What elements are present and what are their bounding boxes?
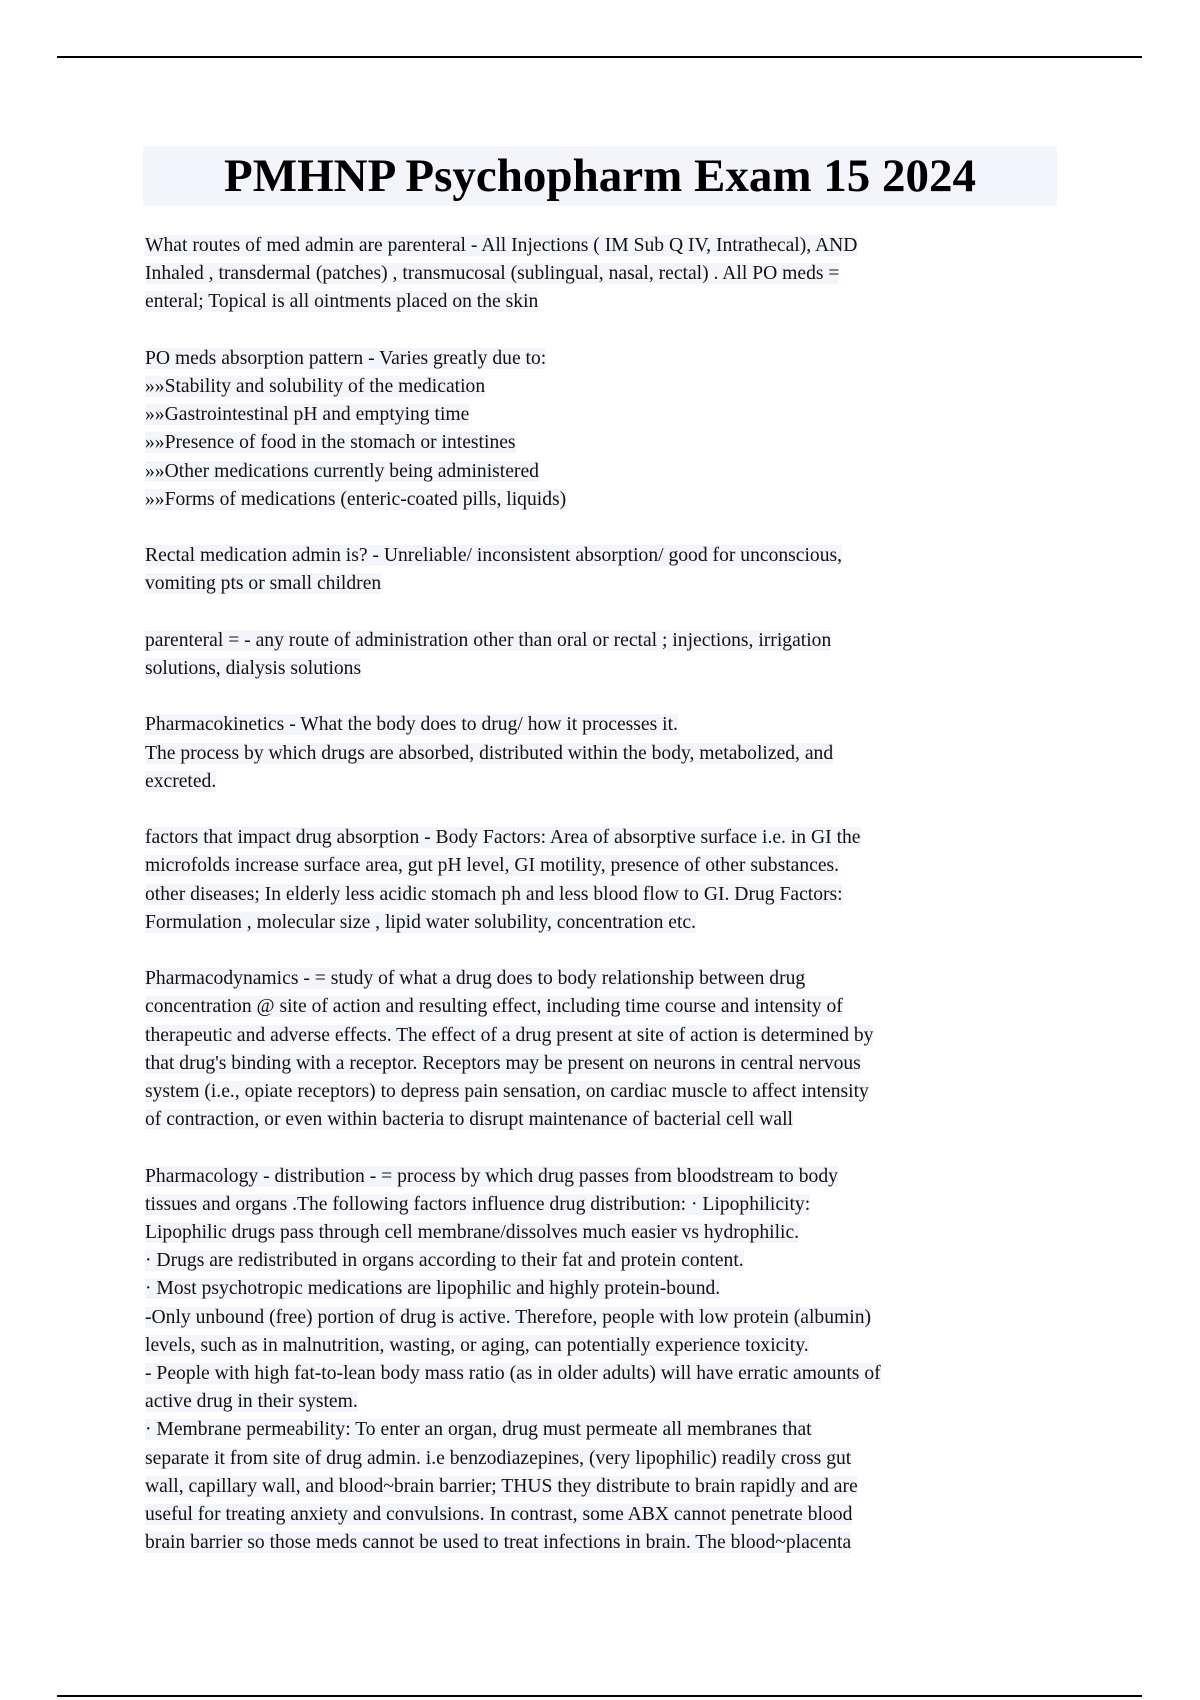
- text-line-content: excreted.: [145, 770, 217, 792]
- text-line-content: wall, capillary wall, and blood~brain barrier; THUS they distribute to brain rapidly and are: [145, 1475, 858, 1497]
- text-line: [145, 1304, 1065, 1332]
- text-line-content: levels, such as in malnutrition, wasting, or aging, can potentially experience toxicity.: [145, 1334, 809, 1356]
- text-line-content: Pharmacology - distribution - = process by which drug passes from bloodstream to body: [145, 1165, 838, 1187]
- text-line: [145, 429, 1065, 457]
- text-line-content: Lipophilic drugs pass through cell membrane/dissolves much easier vs hydrophilic.: [145, 1222, 800, 1243]
- text-line: [145, 570, 1065, 598]
- text-line-content: separate it from site of drug admin. i.e benzodiazepines, (very lipophilic) readily cross gut: [145, 1447, 852, 1469]
- text-line-content: parenteral = - any route of administration other than oral or rectal ; injections, irrigation: [145, 629, 832, 651]
- text-line-content: »»Stability and solubility of the medication: [145, 376, 486, 397]
- paragraph: [145, 542, 1065, 598]
- text-line-content: brain barrier so those meds cannot be used to treat infections in brain. The blood~placenta: [145, 1532, 852, 1554]
- text-line: [145, 1332, 1065, 1360]
- text-line-content: · Drugs are redistributed in organs according to their fat and protein content.: [145, 1250, 744, 1272]
- text-line: [145, 260, 1065, 288]
- paragraph: [145, 345, 1065, 514]
- text-line: [145, 1078, 1065, 1106]
- text-line: [145, 1360, 1065, 1388]
- text-line-content: useful for treating anxiety and convulsions. In contrast, some ABX cannot penetrate blood: [145, 1504, 853, 1526]
- document-title: PMHNP Psychopharm Exam 15 2024: [224, 150, 976, 202]
- text-line-content: · Most psychotropic medications are lipophilic and highly protein-bound.: [145, 1278, 721, 1300]
- text-line-content: »»Gastrointestinal pH and emptying time: [145, 404, 470, 426]
- text-line: [145, 345, 1065, 373]
- text-line-content: other diseases; In elderly less acidic stomach ph and less blood flow to GI. Drug Factors:: [145, 883, 843, 905]
- text-line: [145, 627, 1065, 655]
- text-line-content: concentration @ site of action and resulting effect, including time course and intensity of: [145, 996, 843, 1018]
- text-line-content: therapeutic and adverse effects. The effect of a drug present at site of action is determined by: [145, 1024, 874, 1046]
- text-line-content: factors that impact drug absorption - Body Factors: Area of absorptive surface i.e. in GI the: [145, 827, 861, 849]
- text-line: [145, 740, 1065, 768]
- text-line-content: Formulation , molecular size , lipid water solubility, concentration etc.: [145, 911, 697, 933]
- text-line: [145, 232, 1065, 260]
- text-line: [145, 852, 1065, 880]
- text-line: [145, 288, 1065, 316]
- text-line-content: vomiting pts or small children: [145, 573, 382, 595]
- text-line: [145, 824, 1065, 852]
- text-line: [145, 486, 1065, 514]
- text-line-content: »»Other medications currently being administered: [145, 460, 539, 482]
- text-line: [145, 1106, 1065, 1134]
- text-line-content: of contraction, or even within bacteria to disrupt maintenance of bacterial cell wall: [145, 1109, 793, 1131]
- paragraph: [145, 965, 1065, 1134]
- text-line-content: »»Presence of food in the stomach or intestines: [145, 432, 516, 454]
- text-line-content: »»Forms of medications (enteric-coated pills, liquids): [145, 488, 567, 510]
- text-line: [145, 1473, 1065, 1501]
- text-line-content: - People with high fat-to-lean body mass ratio (as in older adults) will have erratic amounts of: [145, 1363, 881, 1385]
- text-line: [145, 965, 1065, 993]
- text-line-content: · Membrane permeability: To enter an organ, drug must permeate all membranes that: [145, 1419, 812, 1441]
- title-banner: [143, 146, 1057, 206]
- text-line: [145, 711, 1065, 739]
- text-line-content: Rectal medication admin is? - Unreliable/ inconsistent absorption/ good for unconscious,: [145, 545, 843, 567]
- text-line: [145, 1022, 1065, 1050]
- document-body: [145, 232, 1065, 1586]
- paragraph: [145, 627, 1065, 683]
- text-line: [145, 1501, 1065, 1529]
- text-line: [145, 1050, 1065, 1078]
- text-line: [145, 1416, 1065, 1444]
- text-line: [145, 542, 1065, 570]
- paragraph: [145, 824, 1065, 937]
- text-line-content: tissues and organs .The following factors influence drug distribution: · Lipophilicity:: [145, 1193, 811, 1215]
- text-line-content: enteral; Topical is all ointments placed on the skin: [145, 291, 539, 313]
- text-line: [145, 881, 1065, 909]
- text-line-content: Pharmacodynamics - = study of what a drug does to body relationship between drug: [145, 968, 806, 990]
- text-line-content: PO meds absorption pattern - Varies greatly due to:: [145, 347, 547, 369]
- text-line-content: system (i.e., opiate receptors) to depress pain sensation, on cardiac muscle to affect intensity: [145, 1081, 869, 1102]
- paragraph: [145, 1163, 1065, 1558]
- text-line-content: that drug's binding with a receptor. Receptors may be present on neurons in central nervous: [145, 1052, 861, 1074]
- text-line-content: Inhaled , transdermal (patches) , transmucosal (sublingual, nasal, rectal) . All PO meds =: [145, 263, 840, 285]
- paragraph: [145, 711, 1065, 796]
- text-line-content: -Only unbound (free) portion of drug is active. Therefore, people with low protein (albumin): [145, 1306, 872, 1328]
- text-line-content: Pharmacokinetics - What the body does to drug/ how it processes it.: [145, 714, 678, 736]
- text-line: [145, 993, 1065, 1021]
- text-line: [145, 1275, 1065, 1303]
- text-line-content: active drug in their system.: [145, 1391, 358, 1413]
- text-line: [145, 401, 1065, 429]
- text-line: [145, 909, 1065, 937]
- text-line: [145, 1191, 1065, 1219]
- text-line: [145, 1388, 1065, 1416]
- text-line: [145, 1219, 1065, 1247]
- text-line: [145, 373, 1065, 401]
- text-line: [145, 1529, 1065, 1557]
- text-line: [145, 768, 1065, 796]
- text-line: [145, 655, 1065, 683]
- text-line: [145, 1247, 1065, 1275]
- text-line-content: The process by which drugs are absorbed, distributed within the body, metabolized, and: [145, 742, 834, 764]
- text-line-content: microfolds increase surface area, gut pH level, GI motility, presence of other substances.: [145, 855, 840, 877]
- text-line-content: solutions, dialysis solutions: [145, 658, 362, 679]
- top-rule: [57, 56, 1142, 58]
- bottom-rule: [57, 1695, 1142, 1697]
- paragraph: [145, 232, 1065, 317]
- text-line: [145, 458, 1065, 486]
- text-line-content: What routes of med admin are parenteral - All Injections ( IM Sub Q IV, Intrathecal), AND: [145, 235, 858, 256]
- text-line: [145, 1445, 1065, 1473]
- text-line: [145, 1163, 1065, 1191]
